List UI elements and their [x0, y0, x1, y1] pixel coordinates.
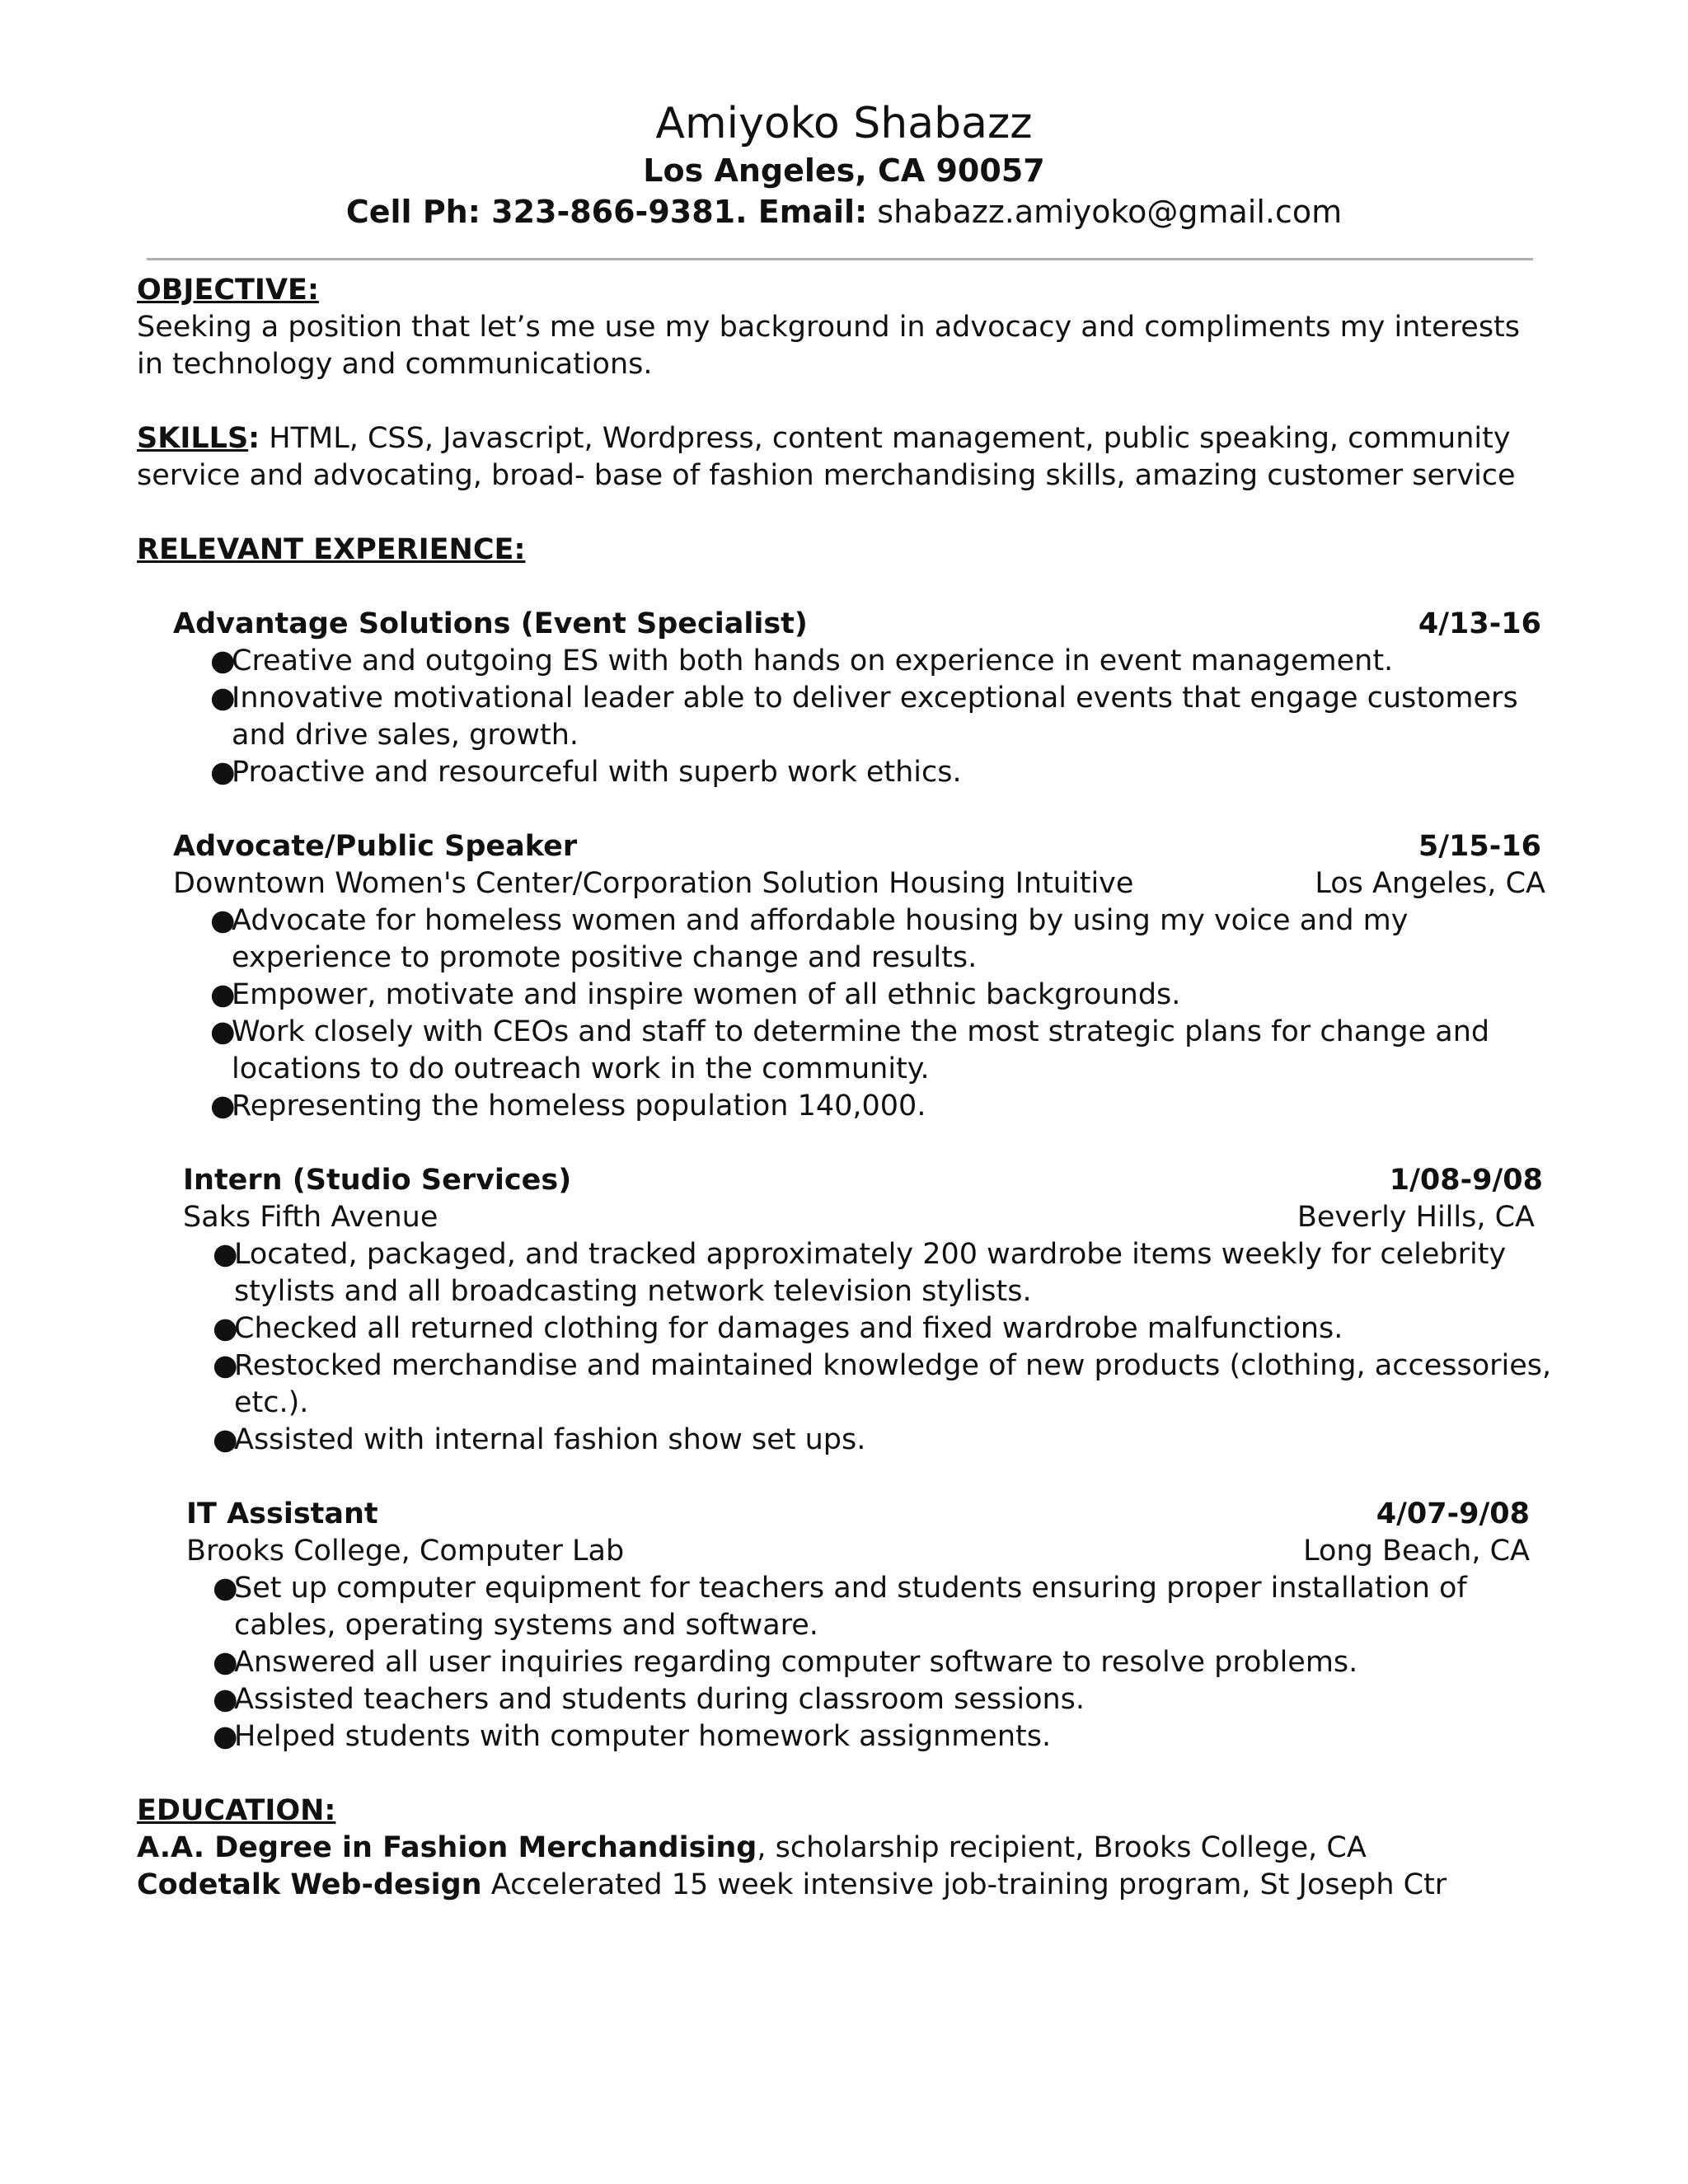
- list-item: ● Helped students with computer homework assignments.: [213, 1718, 1553, 1755]
- bullet-icon: ●: [210, 1090, 236, 1122]
- skills-colon: :: [248, 422, 260, 455]
- experience-title: RELEVANT EXPERIENCE:: [137, 533, 526, 566]
- contact-label: Cell Ph: 323-866-9381. Email:: [345, 194, 868, 230]
- list-item: ● Advocate for homeless women and affordable housing by using my voice and my experience to promote positive change and results.: [210, 904, 1409, 974]
- objective-title: OBJECTIVE:: [137, 274, 319, 307]
- bullet-icon: ●: [210, 978, 236, 1011]
- job-title-row: [173, 828, 1541, 865]
- list-item: ● Work closely with CEOs and staff to determine the most strategic plans for change and locations to do outreach work in the community.: [210, 1015, 1490, 1085]
- email-address: shabazz.amiyoko@gmail.com: [877, 194, 1343, 230]
- list-item: ● Checked all returned clothing for damages and fixed wardrobe malfunctions.: [213, 1310, 1553, 1347]
- skills-title: SKILLS: [137, 422, 249, 455]
- job-date: 1/08-9/08: [1389, 1164, 1543, 1197]
- job-bullets: [186, 1570, 1554, 1755]
- job-entry: [137, 1162, 1554, 1459]
- skills-paragraph: [137, 420, 1554, 494]
- candidate-address: Los Angeles, CA 90057: [643, 152, 1045, 189]
- list-item: ● Proactive and resourceful with superb work ethics.: [210, 754, 1550, 791]
- bullet-icon: ●: [213, 1720, 238, 1753]
- education-section: [137, 1793, 1554, 1904]
- bullet-icon: ●: [210, 904, 236, 937]
- bullet-icon: ●: [210, 644, 236, 677]
- resume-header: [0, 97, 1688, 232]
- job-org-row: [186, 1533, 1530, 1570]
- list-item: ● Creative and outgoing ES with both hands on experience in event management.: [210, 643, 1550, 680]
- job-title-row: [186, 1496, 1530, 1533]
- education-item: A.A. Degree in Fashion Merchandising, scholarship recipient, Brooks College, CA: [137, 1831, 1367, 1864]
- objective-section: [137, 272, 1554, 383]
- bullet-icon: ●: [213, 1683, 238, 1716]
- header-divider: [147, 258, 1533, 260]
- job-title: Intern (Studio Services): [183, 1164, 572, 1197]
- skills-text: HTML, CSS, Javascript, Wordpress, content management, public speaking, community service and advocating, broad- base of fashion merchandising skills, amazing customer service: [137, 422, 1516, 492]
- job-title: Advantage Solutions (Event Specialist): [173, 607, 808, 640]
- bullet-icon: ●: [213, 1349, 238, 1382]
- job-organization: Saks Fifth Avenue: [183, 1201, 438, 1234]
- job-organization: Downtown Women's Center/Corporation Solution Housing Intuitive: [173, 867, 1134, 900]
- list-item: ● Assisted teachers and students during classroom sessions.: [213, 1681, 1553, 1718]
- list-item: ● Representing the homeless population 140,000.: [210, 1088, 1550, 1125]
- bullet-icon: ●: [213, 1572, 238, 1605]
- job-org-row: [183, 1199, 1535, 1236]
- job-title: IT Assistant: [186, 1497, 378, 1530]
- bullet-icon: ●: [210, 756, 236, 789]
- list-item: ● Innovative motivational leader able to deliver exceptional events that engage customers and drive sales, growth.: [210, 682, 1518, 752]
- education-title: EDUCATION:: [137, 1794, 336, 1827]
- list-item: ● Restocked merchandise and maintained knowledge of new products (clothing, accessories, etc.).: [213, 1349, 1552, 1419]
- job-date: 5/15-16: [1418, 830, 1541, 863]
- skills-section: [137, 420, 1554, 494]
- bullet-icon: ●: [210, 682, 236, 715]
- bullet-icon: ●: [213, 1646, 238, 1679]
- job-location: Long Beach, CA: [1303, 1535, 1530, 1568]
- job-title-row: [173, 606, 1541, 643]
- bullet-icon: ●: [213, 1238, 238, 1271]
- resume-body: [137, 272, 1554, 1904]
- job-title-row: [183, 1162, 1543, 1199]
- experience-section: [137, 532, 1554, 1755]
- contact-line: [0, 191, 1688, 232]
- job-entry: [137, 606, 1554, 791]
- job-entry: [137, 1496, 1554, 1755]
- job-location: Beverly Hills, CA: [1296, 1201, 1535, 1234]
- bullet-icon: ●: [210, 1015, 236, 1048]
- job-bullets: [173, 902, 1554, 1125]
- list-item: ● Assisted with internal fashion show set ups.: [213, 1422, 1553, 1459]
- job-date: 4/13-16: [1418, 607, 1541, 640]
- objective-text: Seeking a position that let’s me use my background in advocacy and compliments my interests in technology and communications.: [137, 311, 1521, 381]
- bullet-icon: ●: [213, 1312, 238, 1345]
- list-item: ● Located, packaged, and tracked approximately 200 wardrobe items weekly for celebrity stylists and all broadcasting network television stylists.: [213, 1238, 1507, 1308]
- list-item: ● Set up computer equipment for teachers and students ensuring proper installation of cables, operating systems and software.: [213, 1572, 1467, 1642]
- job-bullets: [183, 1236, 1554, 1459]
- job-organization: Brooks College, Computer Lab: [186, 1535, 625, 1568]
- list-item: ● Answered all user inquiries regarding computer software to resolve problems.: [213, 1644, 1553, 1681]
- job-bullets: [173, 643, 1554, 791]
- list-item: ● Empower, motivate and inspire women of all ethnic backgrounds.: [210, 977, 1550, 1014]
- job-date: 4/07-9/08: [1376, 1497, 1530, 1530]
- job-entry: [137, 828, 1554, 1125]
- job-org-row: [173, 865, 1545, 902]
- education-item: Codetalk Web-design Accelerated 15 week intensive job-training program, St Joseph Ctr: [137, 1868, 1447, 1901]
- job-title: Advocate/Public Speaker: [173, 830, 578, 863]
- bullet-icon: ●: [213, 1423, 238, 1456]
- candidate-name: Amiyoko Shabazz: [655, 99, 1033, 148]
- job-location: Los Angeles, CA: [1315, 867, 1545, 900]
